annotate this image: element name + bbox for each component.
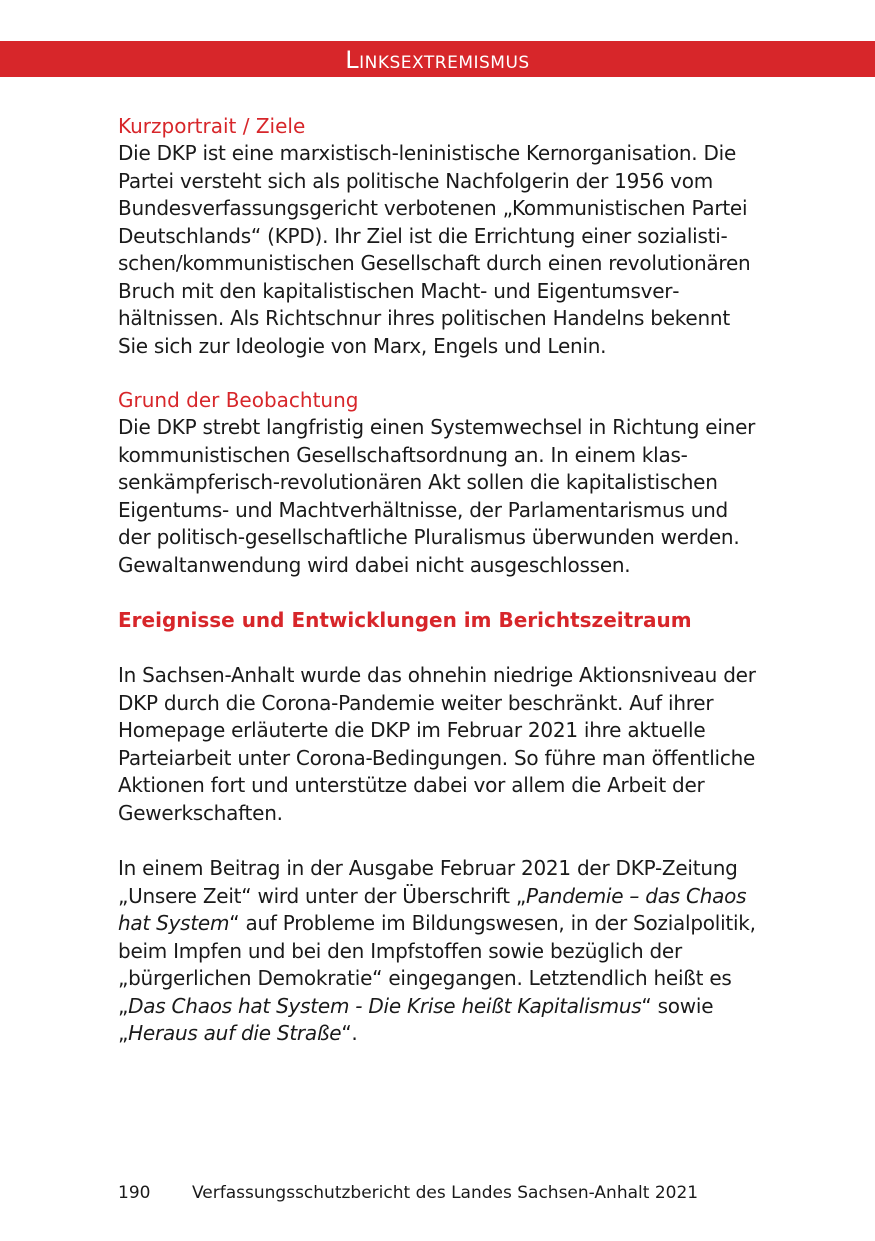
section-text-ereignisse-1: In Sachsen-Anhalt wurde das ohnehin niedrige Aktionsniveau der DKP durch die Corona-Pandemie weiter beschränkt. Auf ihrer Homepage erläuterte die DKP im Februar 2021 ihre aktuelle Parteiarbeit unter Corona-Bedingungen. So führe man öffentliche Aktionen fort und unterstütze dabei vor allem die Arbeit der Gewerkschaften.	[118, 663, 756, 825]
chapter-header-band	[0, 41, 875, 77]
text-run: “ auf Probleme im Bildungswesen, in der Sozialpolitik, beim Impfen und bei den Impfstoffen sowie bezüglich der „bürgerlichen Demokratie“ eingegangen. Letztendlich heißt es „	[118, 911, 756, 1018]
text-run: “ sowie „	[118, 993, 714, 1045]
page-content	[118, 113, 758, 1048]
spacer	[118, 827, 758, 855]
text-run: “.	[341, 1021, 358, 1045]
quote-italic: Heraus auf die Straße	[128, 1021, 342, 1045]
spacer	[118, 634, 758, 662]
section-text-kurzportrait: Die DKP ist eine marxistisch-leninistische Kernorganisation. Die Partei versteht sich als politische Nachfolgerin der 1956 vom Bundesverfassungsgericht verbotenen „Kommunistischen Partei Deutschlands“ (KPD). Ihr Ziel ist die Errichtung einer sozialistischen/kommunistischen Gesellschaft durch einen revolutionären Bruch mit den kapitalistischen Macht- und Eigentumsverhältnissen. Als Richtschnur ihres politischen Handelns bekennt Sie sich zur Ideologie von Marx, Engels und Lenin.	[118, 141, 751, 358]
section-text-ereignisse-2	[118, 855, 758, 1048]
page-footer	[118, 1181, 758, 1205]
section-heading-ereignisse: Ereignisse und Entwicklungen im Berichtszeitraum	[118, 608, 692, 632]
footer-title: Verfassungsschutzbericht des Landes Sachsen-Anhalt 2021	[192, 1183, 699, 1203]
quote-italic: Pandemie – das Chaos hat System	[118, 883, 747, 935]
page-number: 190	[118, 1183, 151, 1203]
chapter-title: Linksextremismus	[345, 46, 530, 74]
spacer	[118, 360, 758, 387]
spacer	[118, 579, 758, 607]
quote-italic: Das Chaos hat System - Die Krise heißt Kapitalismus	[128, 993, 642, 1018]
section-text-beobachtung: Die DKP strebt langfristig einen Systemwechsel in Richtung einer kommunistischen Gesellschaftsordnung an. In einem klassenkämpferisch-revolutionären Akt sollen die kapitalistischen Eigentums- und Machtverhältnisse, der Parlamentarismus und der politisch-gesellschaftliche Pluralismus überwunden werden. Gewaltanwendung wird dabei nicht ausgeschlossen.	[118, 415, 756, 577]
text-run: In einem Beitrag in der Ausgabe Februar 2021 der DKP-Zeitung „Unsere Zeit“ wird unter der Überschrift „	[118, 856, 738, 908]
section-heading-kurzportrait: Kurzportrait / Ziele	[118, 114, 306, 138]
section-heading-beobachtung: Grund der Beobachtung	[118, 388, 359, 412]
